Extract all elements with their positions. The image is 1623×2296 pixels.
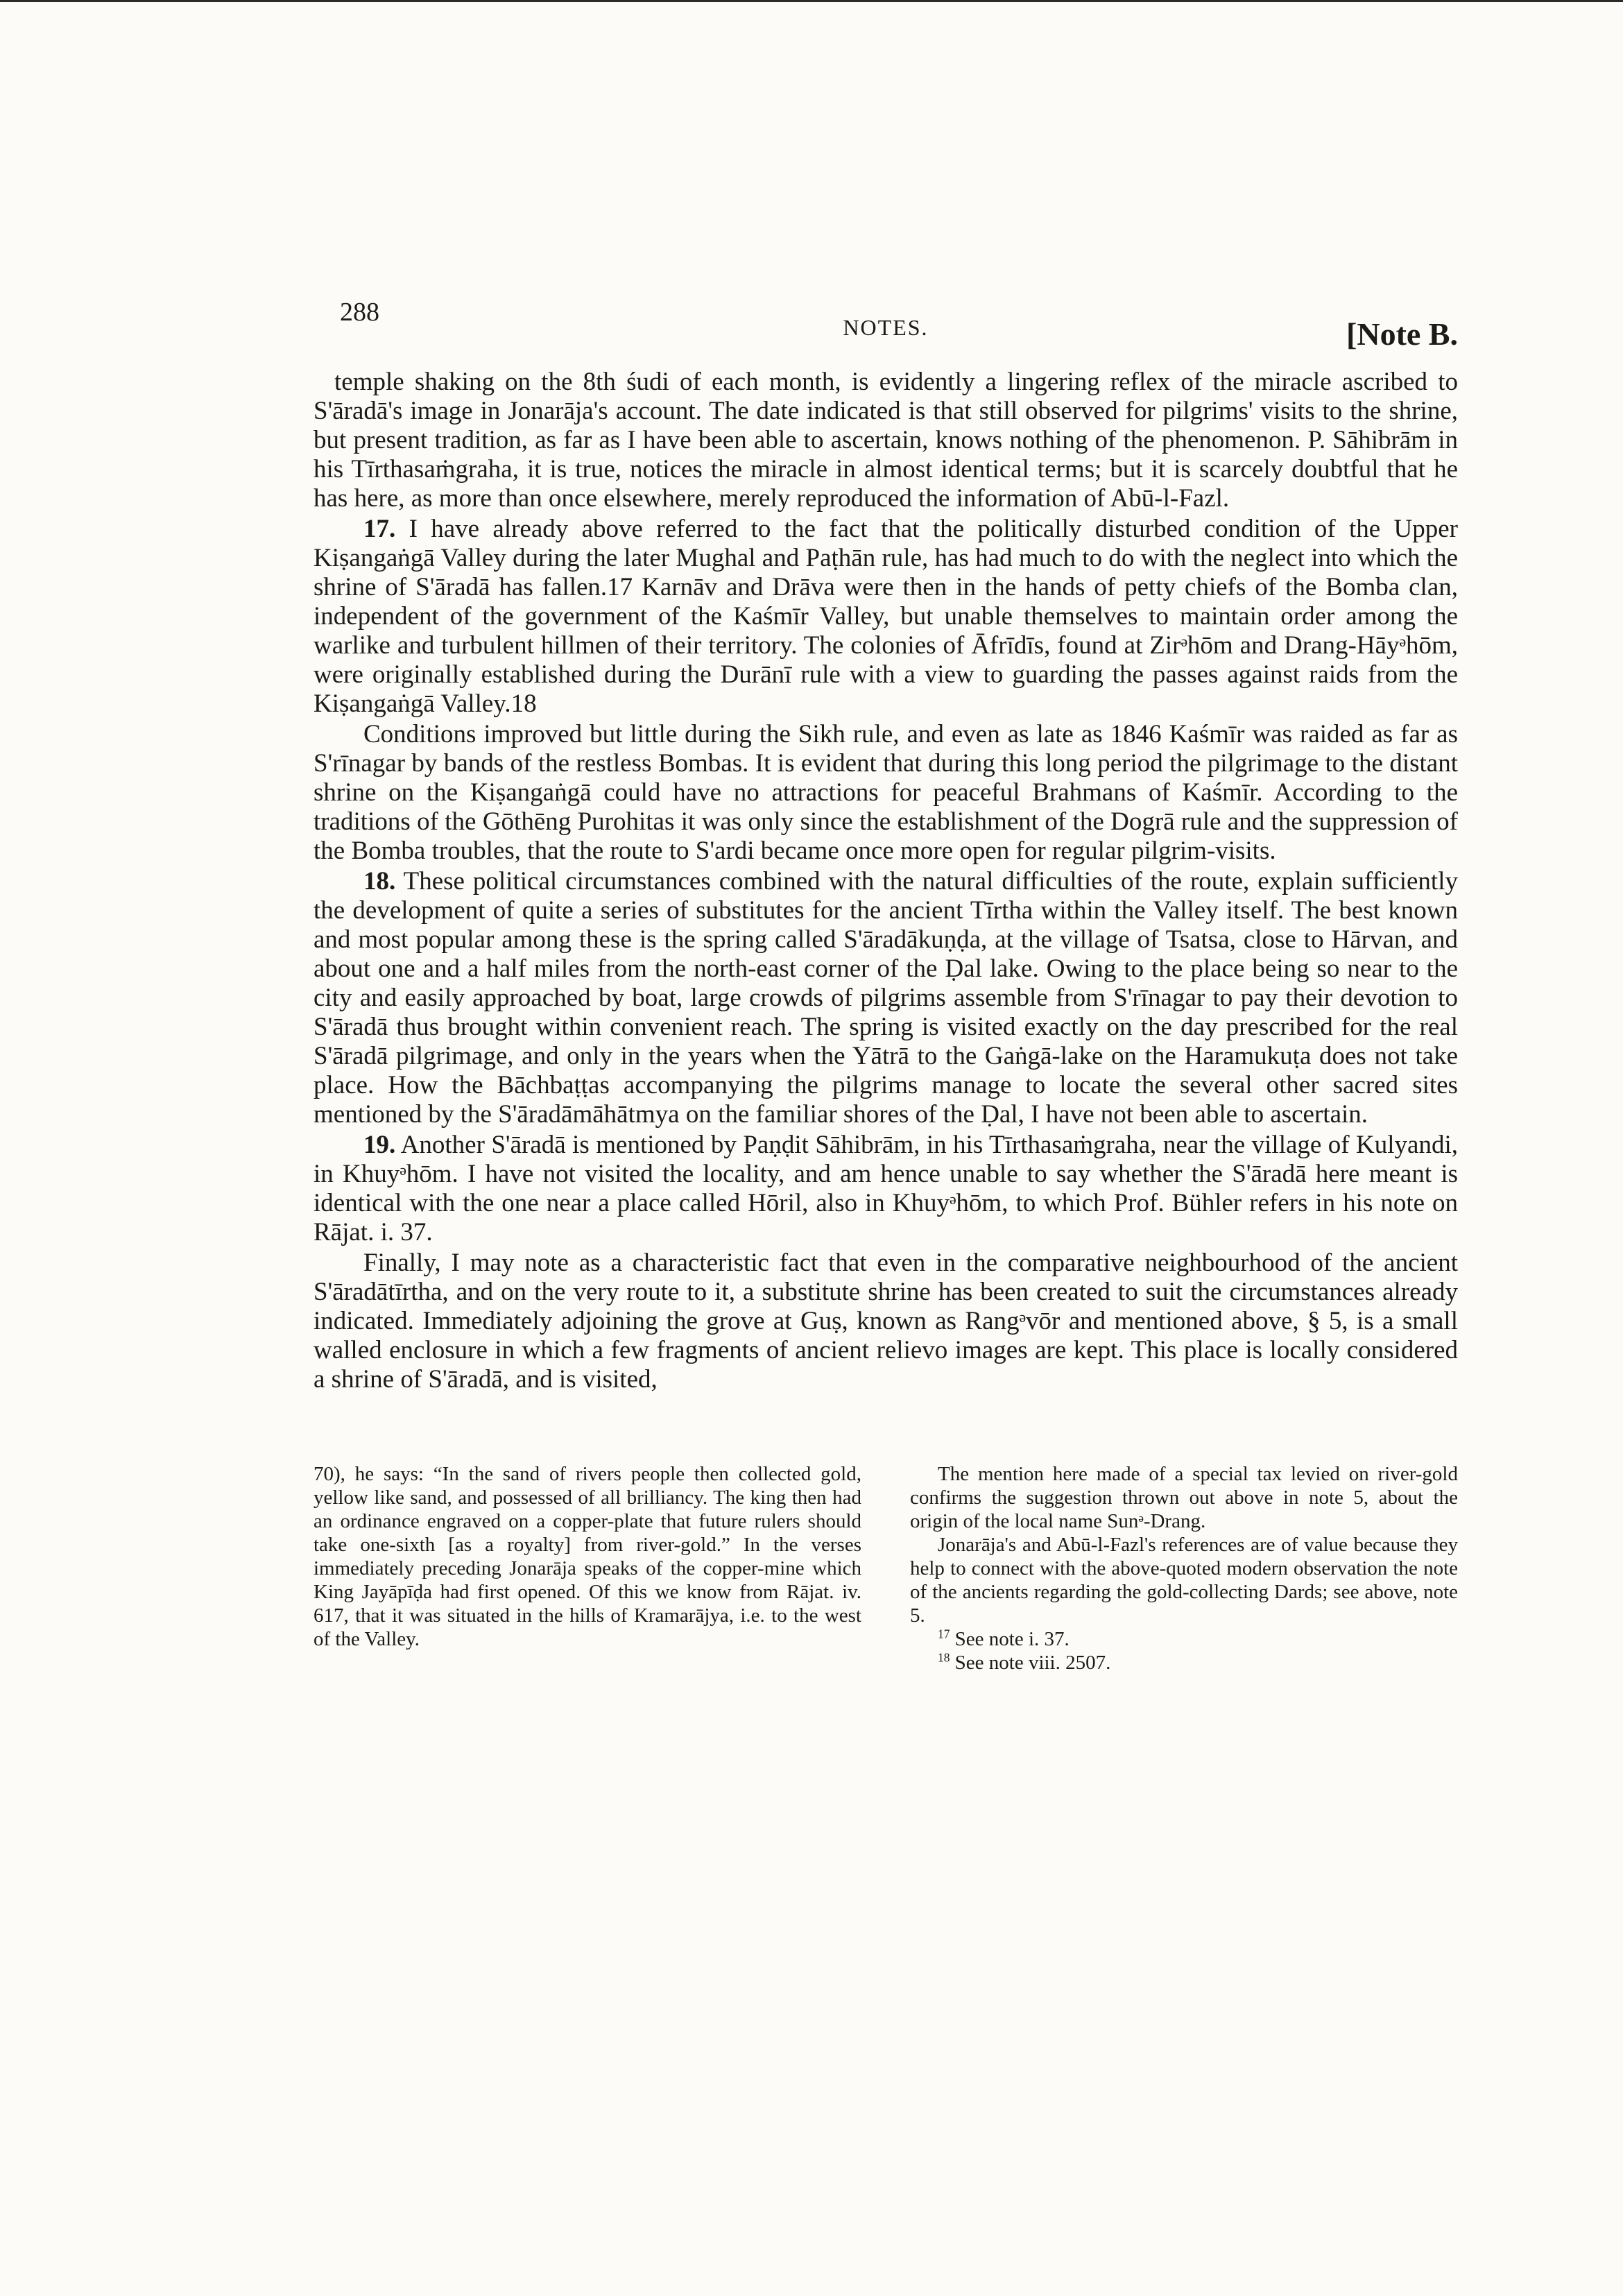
paragraph-continued: temple shaking on the 8th śudi of each month, is evidently a lingering reflex of the miracle ascribed to S'āradā's image in Jonarāja's account. The date indicated is that still observed for pilgrims' visits to the shrine, but present tradition, as far as I have been able to ascertain, knows nothing of the phenomenon. P. Sāhibrām in his Tīrthasaṁgraha, it is true, notices the miracle in almost identical terms; but it is scarcely doubtful that he has here, as more than once elsewhere, merely reproduced the information of Abū-l-Fazl. [314,368,1458,513]
section-18-number: 18. [363,867,396,896]
footnote-18-mark: 18 [938,1650,950,1665]
section-19-number: 19. [363,1131,396,1159]
page-number: 288 [340,298,379,327]
note-label: [Note B. [1346,316,1458,352]
footnote-right-paragraph-2: Jonarāja's and Abū-l-Fazl's references are of value because they help to connect with the above-quoted modern observation the note of the ancients regarding the gold-collecting Dards; see above, note 5. [910,1534,1458,1627]
footnote-column-left [314,1462,861,1674]
main-text [314,368,1458,1394]
top-border-line [0,0,1623,2]
running-header [314,291,1458,368]
footnote-18 [910,1651,1458,1674]
page [314,291,1458,1674]
paragraph-conditions: Conditions improved but little during the Sikh rule, and even as late as 1846 Kaśmīr was raided as far as S'rīnagar by bands of the restless Bombas. It is evident that during this long period the pilgrimage to the distant shrine on the Kiṣangaṅgā could have no attractions for peaceful Brahmans of Kaśmīr. According to the traditions of the Gōthēng Purohitas it was only since the establishment of the Dogrā rule and the suppression of the Bomba troubles, that the route to S'ardi became once more open for regular pilgrim-visits. [314,720,1458,865]
paragraph-finally: Finally, I may note as a characteristic fact that even in the comparative neighbourhood of the ancient S'āradātīrtha, and on the very route to it, a substitute shrine has been created to suit the circumstances already indicated. Immediately adjoining the grove at Guṣ, known as Rangᵊvōr and mentioned above, § 5, is a small walled enclosure in which a few fragments of ancient relievo images are kept. This place is locally considered a shrine of S'āradā, and is visited, [314,1249,1458,1394]
footnotes [314,1462,1458,1674]
section-18-paragraph [314,867,1458,1129]
footnote-column-right [910,1462,1458,1674]
section-19-paragraph [314,1131,1458,1247]
footnote-17-text: See note i. 37. [954,1628,1070,1650]
footnote-17 [910,1627,1458,1651]
running-title: NOTES. [843,315,929,340]
footnote-18-text: See note viii. 2507. [954,1652,1111,1674]
section-17-number: 17. [363,515,396,543]
footnote-right-paragraph-1: The mention here made of a special tax levied on river-gold confirms the suggestion thrown out above in note 5, about the origin of the local name Sunᵊ-Drang. [910,1463,1458,1532]
section-18-text: These political circumstances combined with the natural difficulties of the route, explain sufficiently the development of quite a series of substitutes for the ancient Tīrtha within the Valley itself. The best known and most popular among these is the spring called S'āradākuṇḍa, at the village of Tsatsa, close to Hārvan, and about one and a half miles from the north-east corner of the Ḍal lake. Owing to the place being so near to the city and easily approached by boat, large crowds of pilgrims assemble from S'rīnagar to pay their devotion to S'āradā thus brought within convenient reach. The spring is visited exactly on the day prescribed for the real S'āradā pilgrimage, and only in the years when the Yātrā to the Gaṅgā-lake on the Haramukuṭa does not take place. How the Bāchbaṭṭas accompanying the pilgrims manage to locate the several other sacred sites mentioned by the S'āradāmāhātmya on the familiar shores of the Ḍal, I have not been able to ascertain. [314,867,1458,1129]
section-17-text: I have already above referred to the fact that the politically disturbed condition of the Upper Kiṣangaṅgā Valley during the later Mughal and Paṭhān rule, has had much to do with the neglect into which the shrine of S'āradā has fallen.17 Karnāv and Drāva were then in the hands of petty chiefs of the Bomba clan, independent of the government of the Kaśmīr Valley, but unable themselves to maintain order among the warlike and turbulent hillmen of their territory. The colonies of Āfrīdīs, found at Zirᵊhōm and Drang-Hāyᵊhōm, were originally established during the Durānī rule with a view to guarding the passes against raids from the Kiṣangaṅgā Valley.18 [314,515,1458,718]
section-19-text: Another S'āradā is mentioned by Paṇḍit Sāhibrām, in his Tīrthasaṁgraha, near the village of Kulyandi, in Khuyᵊhōm. I have not visited the locality, and am hence unable to say whether the S'āradā here meant is identical with the one near a place called Hōril, also in Khuyᵊhōm, to which Prof. Bühler refers in his note on Rājat. i. 37. [314,1131,1458,1246]
footnote-left-text: 70), he says: “In the sand of rivers people then collected gold, yellow like sand, and possessed of all brilliancy. The king then had an ordinance engraved on a copper-plate that future rulers should take one-sixth [as a royalty] from river-gold.” In the verses immediately preceding Jonarāja speaks of the copper-mine which King Jayāpīḍa had first opened. Of this we know from Rājat. iv. 617, that it was situated in the hills of Kramarājya, i.e. to the west of the Valley. [314,1463,861,1650]
section-17-paragraph [314,515,1458,719]
footnote-17-mark: 17 [938,1627,950,1641]
